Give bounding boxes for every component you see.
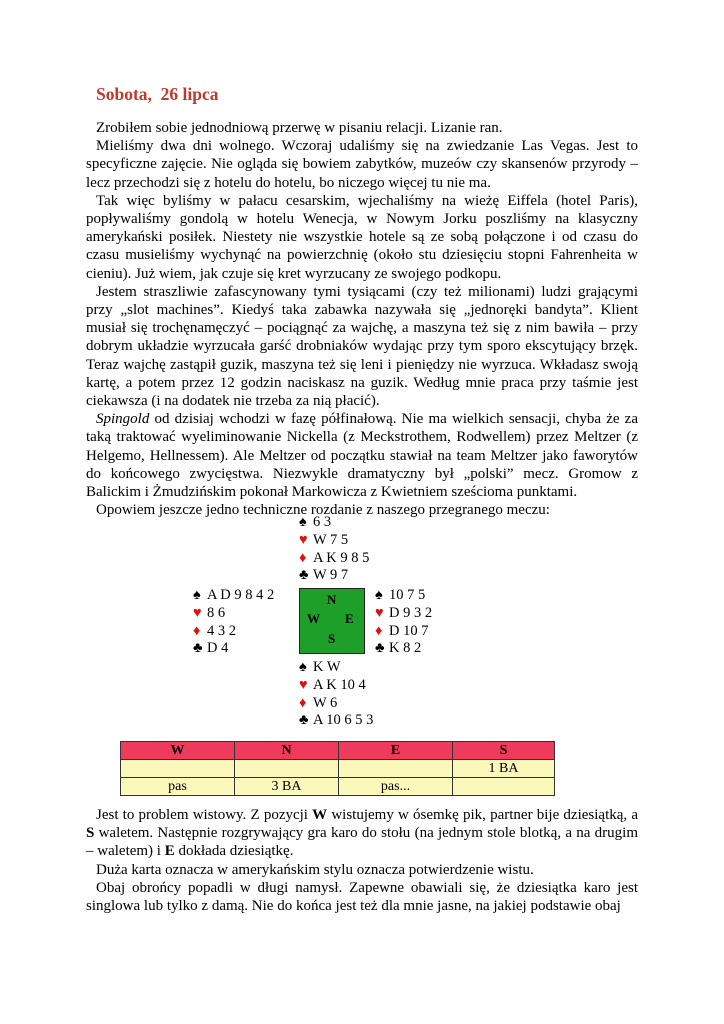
bidding-header-cell: E: [339, 742, 453, 760]
spade-icon: ♠: [299, 659, 307, 675]
article-body-continued: [86, 806, 638, 915]
paragraph: Spingold od dzisiaj wchodzi w fazę półfinałową. Nie ma wielkich sensacji, chyba że za taką traktować wyeliminowanie Nickella (z Meckstrothem, Rodwellem) przez Meltzer (z Helgemo, Hellnessem). Ale Meltzer od początku stawiał na team Meltzer jako faworytów do końcowego zwycięstwa. Niezwykle dramatyczny był „polski” mecz. Gromow z Balickim i Żmudzińskim pokonał Markowicza z Kwietniem sześcioma punktami.: [86, 411, 638, 501]
diamond-icon: ♦: [299, 549, 307, 566]
paragraph: Jestem straszliwie zafascynowany tymi tysiącami (czy też milionami) ludzi grającymi przy „slot machines”. Kiedyś taka zabawka nazywała się „jednoręki bandyta”. Klient musiał się trochęnamęczyć – pociągnąć za wajchę, a maszyna też się z nim bawiła – przy dobrym układzie wyrzucała garść drobniaków wydając przy tym sporo ekscytujący brzęk. Teraz wajchę zastąpił guzik, maszyna też się leni i pieniędzy nie wyrzuca. Wkładasz swoją kartę, a potem przez 12 godzin naciskasz na guzik. Według mnie praca przy taśmie jest ciekawsza (i na dodatek nie trzeba za nią płacić).: [86, 283, 638, 410]
bid-cell: 1 BA: [453, 760, 555, 778]
bridge-table-compass: [299, 588, 365, 654]
article-body: [86, 119, 638, 519]
compass-east: E: [345, 611, 354, 626]
spade-icon: ♠: [375, 587, 383, 603]
heart-icon: ♥: [299, 676, 308, 693]
compass-south: S: [328, 631, 336, 646]
bid-cell: pas: [121, 778, 235, 796]
diamond-icon: ♦: [299, 694, 307, 711]
paragraph: Duża karta oznacza w amerykańskim stylu oznacza potwierdzenie wistu.: [96, 861, 534, 878]
bidding-table: [120, 741, 555, 796]
compass-west: W: [307, 611, 320, 626]
bid-cell: [339, 760, 453, 778]
bidding-header-cell: N: [235, 742, 339, 760]
paragraph: Jest to problem wistowy. Z pozycji W wistujemy w ósemkę pik, partner bije dziesiątką, a S waletem. Następnie rozgrywający gra karo do stołu (na jednym stole blotką, a na drugim – waletem) i E dokłada dziesiątkę.: [86, 807, 638, 860]
north-hand: ♠ 6 3 ♥ W 7 5 ♦ A K 9 8 5 ♣ W 9 7: [299, 514, 370, 584]
heart-icon: ♥: [193, 604, 202, 621]
club-icon: ♣: [299, 712, 309, 729]
paragraph: Tak więc byliśmy w pałacu cesarskim, wjechaliśmy na wieżę Eiffela (hotel Paris), popływaliśmy gondolą w hotelu Wenecja, w Nowym Jorku poszliśmy na klasyczny amerykański posiłek. Niestety nie wszystkie hotele są ze sobą połączone i od czasu do czasu musieliśmy wychynąć na powierzchnię (około stu dziesięciu stopni Fahrenheita w cieniu). Już wiem, jak czuje się kret wyrzucany ze swojego podkopu.: [86, 192, 638, 282]
heart-icon: ♥: [299, 531, 308, 548]
club-icon: ♣: [375, 640, 385, 657]
bid-cell: pas...: [339, 778, 453, 796]
compass-north: N: [327, 592, 337, 607]
bidding-header-cell: S: [453, 742, 555, 760]
west-hand: ♠ A D 9 8 4 2 ♥ 8 6 ♦ 4 3 2 ♣ D 4: [193, 587, 275, 657]
club-icon: ♣: [193, 640, 203, 657]
paragraph: Zrobiłem sobie jednodniową przerwę w pisaniu relacji. Lizanie ran.: [96, 120, 503, 136]
heart-icon: ♥: [375, 604, 384, 621]
page-title: Sobota, 26 lipca: [96, 84, 219, 104]
bid-cell: [453, 778, 555, 796]
bidding-header-cell: W: [121, 742, 235, 760]
bidding-row: [121, 760, 555, 778]
bid-cell: [235, 760, 339, 778]
tournament-name: Spingold: [96, 411, 150, 428]
paragraph: Mieliśmy dwa dni wolnego. Wczoraj udaliśmy się na zwiedzanie Las Vegas. Jest to specyficzne zajęcie. Nie ogląda się bowiem zabytków, muzeów czy skansenów przyrody – lecz przechodzi się z hotelu do hotelu, bo niczego więcej tu nie ma.: [86, 138, 638, 191]
bid-cell: 3 BA: [235, 778, 339, 796]
bid-cell: [121, 760, 235, 778]
east-hand: ♠ 10 7 5 ♥ D 9 3 2 ♦ D 10 7 ♣ K 8 2: [375, 587, 433, 657]
spade-icon: ♠: [299, 514, 307, 530]
paragraph: Obaj obrońcy popadli w długi namysł. Zapewne obawiali się, że dziesiątka karo jest singlowa lub tylko z damą. Nie do końca jest też dla mnie jasne, na jakiej podstawie obaj: [86, 879, 638, 915]
bidding-header-row: [121, 742, 555, 760]
spade-icon: ♠: [193, 587, 201, 603]
diamond-icon: ♦: [375, 622, 383, 639]
club-icon: ♣: [299, 567, 309, 584]
south-hand: ♠ K W ♥ A K 10 4 ♦ W 6 ♣ A 10 6 5 3: [299, 659, 374, 729]
bidding-row: [121, 778, 555, 796]
paragraph: Opowiem jeszcze jedno techniczne rozdanie z naszego przegranego meczu:: [96, 502, 550, 519]
diamond-icon: ♦: [193, 622, 201, 639]
